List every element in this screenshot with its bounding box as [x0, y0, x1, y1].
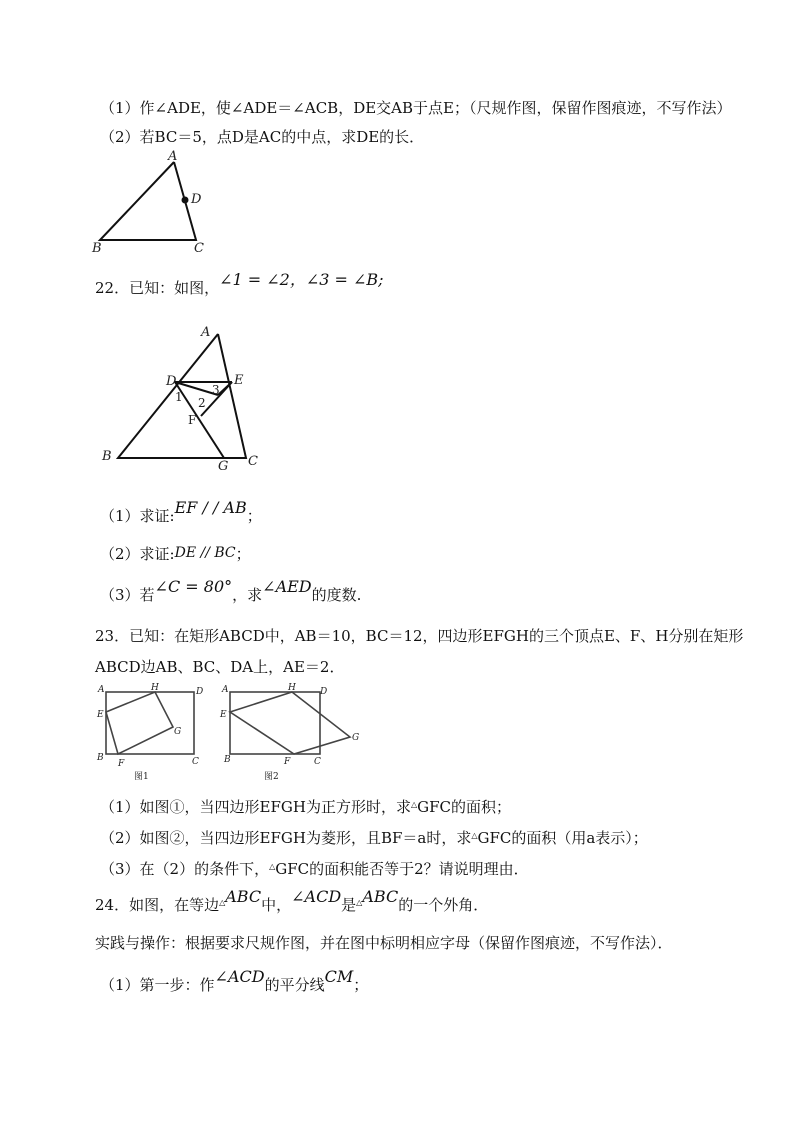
- label-F: F: [188, 413, 197, 427]
- q21-triangle-figure: [88, 148, 218, 256]
- label-A: A: [168, 149, 178, 164]
- q22-triangle-figure: [98, 322, 268, 474]
- q24-practice: 实践与操作：根据要求尺规作图，并在图中标明相应字母（保留作图痕迹，不写作法）．: [95, 934, 673, 952]
- svg-text:F: F: [118, 759, 125, 769]
- label-D: D: [191, 192, 202, 207]
- figure-2-caption: 图2: [264, 772, 279, 782]
- q22-part3: （3）若∠C = 80°，求∠AED的度数.: [100, 577, 362, 604]
- q22-part1: （1）求证:EF / / AB；: [100, 498, 262, 525]
- label-C: C: [248, 454, 258, 469]
- label-A: A: [201, 325, 211, 340]
- svg-text:G: G: [352, 733, 360, 743]
- svg-text:E: E: [97, 710, 104, 720]
- q23-figure-1: [94, 682, 212, 782]
- figure-1-caption: 图1: [134, 772, 149, 782]
- label-B: B: [102, 449, 112, 464]
- angle-3-label: 3: [212, 383, 220, 397]
- q22-part2: （2）求证:DE // BC；: [100, 545, 251, 563]
- svg-text:G: G: [174, 727, 182, 737]
- q23-figure-2: [216, 682, 366, 782]
- angle-2-label: 2: [198, 396, 206, 410]
- svg-text:H: H: [151, 683, 159, 693]
- svg-text:B: B: [97, 753, 104, 763]
- svg-text:A: A: [98, 685, 105, 695]
- svg-text:E: E: [220, 710, 227, 720]
- label-G: G: [218, 459, 229, 474]
- q21-part2: （2）若BC＝5，点D是AC的中点，求DE的长．: [100, 128, 425, 146]
- q23-part1: （1）如图①，当四边形EFGH为正方形时，求△GFC的面积；: [100, 798, 511, 816]
- svg-text:C: C: [192, 757, 199, 767]
- q24-lead: 24．如图，在等边△ABC中，∠ACD是△ABC的一个外角．: [95, 887, 489, 914]
- q23-part2: （2）如图②，当四边形EFGH为菱形，且BF＝a时，求△GFC的面积（用a表示）；: [100, 829, 648, 847]
- label-C: C: [194, 241, 204, 256]
- q23-lead-2: ABCD边AB、BC、DA上，AE＝2．: [95, 658, 345, 676]
- q22-condition: ∠1 = ∠2，∠3 = ∠B;: [219, 270, 384, 289]
- q23-lead-1: 23．已知：在矩形ABCD中，AB＝10，BC＝12，四边形EFGH的三个顶点E、F、H分别在矩形: [95, 627, 744, 645]
- angle-1-label: 1: [175, 390, 183, 404]
- svg-text:A: A: [222, 685, 229, 695]
- q21-part1: （1）作∠ADE，使∠ADE＝∠ACB，DE交AB于点E；（尺规作图，保留作图痕迹，不写作法）: [100, 99, 732, 117]
- label-D: D: [166, 374, 177, 389]
- label-E: E: [234, 373, 244, 388]
- q22-lead: 22．已知：如图，∠1 = ∠2，∠3 = ∠B;: [95, 270, 384, 297]
- svg-text:B: B: [224, 755, 231, 765]
- label-B: B: [92, 241, 102, 256]
- svg-text:D: D: [196, 687, 204, 697]
- svg-text:D: D: [320, 687, 328, 697]
- svg-text:F: F: [284, 757, 291, 767]
- q23-part3: （3）在（2）的条件下，△GFC的面积能否等于2？请说明理由．: [100, 860, 529, 878]
- q24-part1: （1）第一步：作∠ACD的平分线CM；: [100, 967, 369, 994]
- svg-text:C: C: [314, 757, 321, 767]
- svg-text:H: H: [288, 683, 296, 693]
